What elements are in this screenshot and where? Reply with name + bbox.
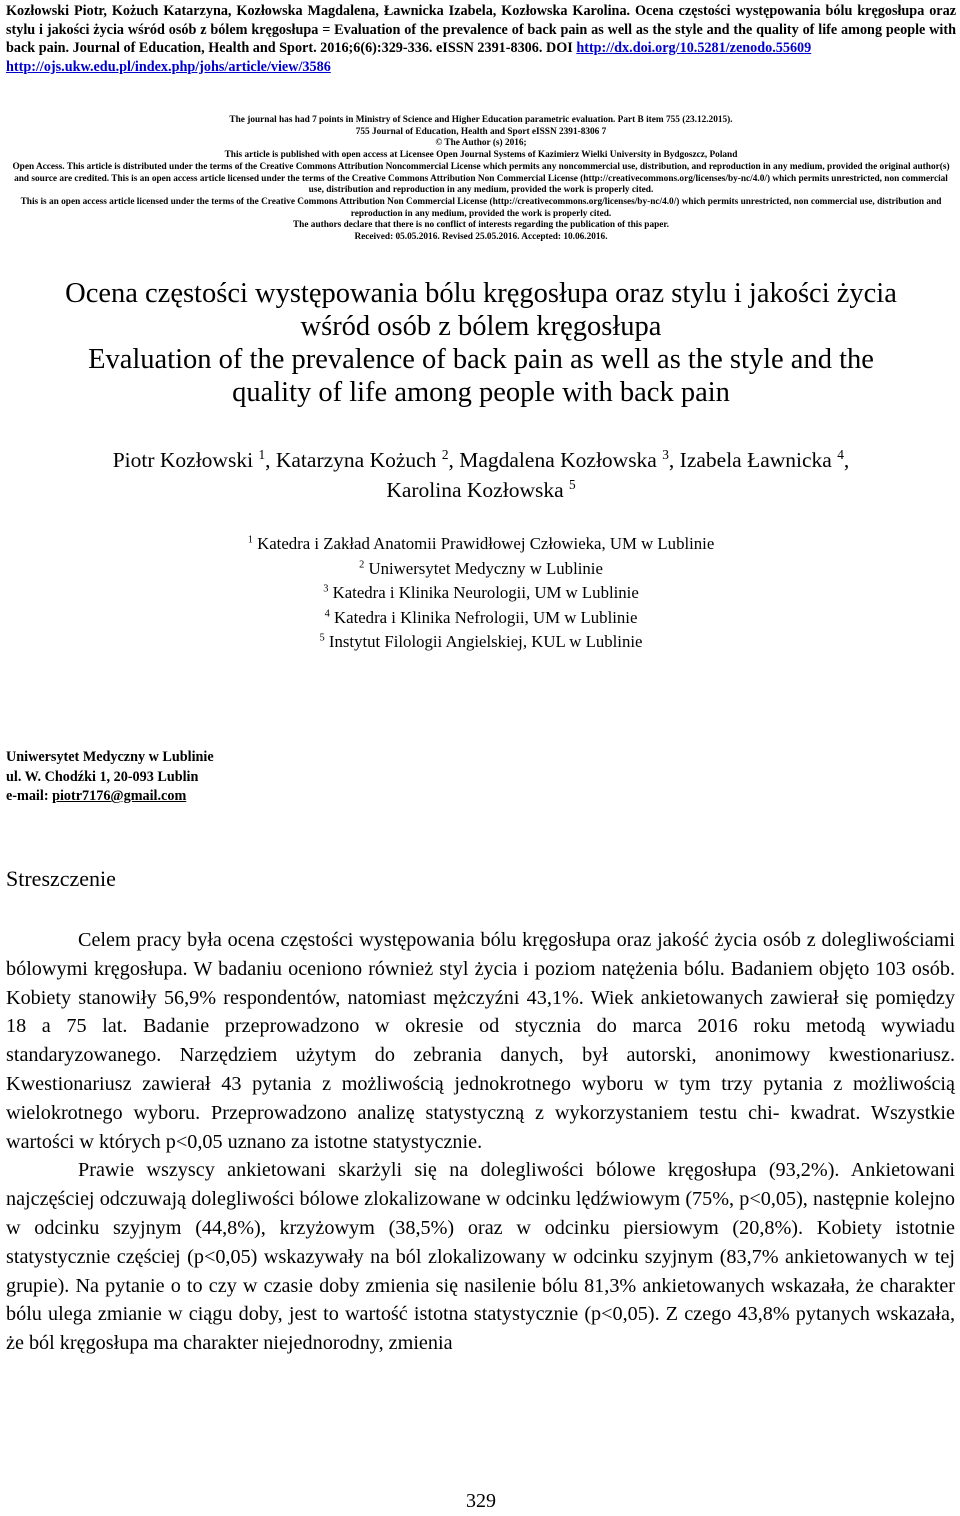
author-affiliation-mark: 5 [569,476,576,492]
author-separator: , [843,448,850,472]
author-affiliation-mark: 1 [258,446,266,462]
citation-block [6,2,956,76]
citation-text: Kozłowski Piotr, Kożuch Katarzyna, Kozłowska Magdalena, Ławnicka Izabela, Kozłowska Karolina. Ocena częstości występowania bólu kręgosłupa oraz stylu i jakości życia wśród osób z bólem kręgosłupa = Evaluation of the prevalence of back pain as well as the style and the quality of life among people with back pain. Journal of Education, Health and Sport. 2016;6(6):329-336. eISSN 2391-8306. DOI [6,3,956,56]
affiliation-item [6,532,956,557]
journal-notes [6,115,956,244]
abstract-paragraph-1: Celem pracy była ocena częstości występowania bólu kręgosłupa oraz jakość życia osób z dolegliwościami bólowymi kręgosłupa. W badaniu oceniono również styl życia i poziom natężenia bólu. Badaniem objęto 103 osób. Kobiety stanowiły 56,9% respondentów, natomiast mężczyźni 43,1%. Wiek ankietowanych zawierał się pomiędzy 18 a 75 lat. Badanie przeprowadzono w okresie od stycznia do marca 2016 roku metodą wywiadu standaryzowanego. Narzędziem użytym do zebrania danych, był autorski, anonimowy kwestionariusz. Kwestionariusz zawierał 43 pytania z możliwością jednokrotnego wyboru w tym trzy pytania z możliwością wielokrotnego wyboru. Przeprowadzono analizę statystyczną z wykorzystaniem testu chi- kwadrat. Wszystkie wartości w których p<0,05 uznano za istotne statystycznie. [6,929,955,1153]
email-link[interactable]: piotr7176@gmail.com [52,788,187,804]
affiliation-item [6,606,956,631]
note-journal-issn: 755 Journal of Education, Health and Sport eISSN 2391-8306 7 [355,126,607,137]
author-name: Magdalena Kozłowska [459,448,657,472]
title-english-line-2: quality of life among people with back pain [232,377,730,408]
note-conflict: The authors declare that there is no conflict of interests regarding the publication of this paper. [292,220,669,231]
journal-article-link[interactable]: http://ojs.ukw.edu.pl/index.php/johs/article/view/3586 [6,58,331,75]
abstract-paragraph-2: Prawie wszyscy ankietowani skarżyli się na dolegliwości bólowe kręgosłupa (93,2%). Ankietowani najczęściej odczuwają dolegliwości bólowe zlokalizowane w odcinku lędźwiowym (75%, p<0,05), następnie kolejno w odcinku szyjnym (44,8%), krzyżowym (38,5%) oraz w odcinku piersiowym (20,8%). Kobiety istotnie statystycznie częściej (p<0,05) wskazywały na ból zlokalizowany w odcinku szyjnym (83,7% ankietowanych w tej grupie). Na pytanie o to czy w czasie doby zmienia się nasilenie bólu 81,3% ankietowanych wskazała, że charakter bólu ulega zmianie w ciągu doby, jest to wartość istotna statystycznie (p<0,05). Z czego 43,8% pytanych wskazała, że ból kręgosłupa ma charakter niejednorodny, zmienia [6,1159,955,1355]
author-list [6,445,956,505]
affiliation-text: Instytut Filologii Angielskiej, KUL w Lublinie [328,632,643,651]
affiliation-item [6,557,956,582]
author-separator: , [448,448,460,472]
author-affiliation-mark: 4 [837,446,844,462]
title-polish-line-1: Ocena częstości występowania bólu kręgosłupa oraz stylu i jakości życia [65,278,897,309]
author-name: Izabela Ławnicka [679,448,832,472]
affiliation-text: Katedra i Zakład Anatomii Prawidłowej Człowieka, UM w Lublinie [257,534,715,553]
title-polish-line-2: wśród osób z bólem kręgosłupa [300,311,662,342]
affiliation-number: 2 [359,558,365,570]
affiliation-number: 3 [323,583,329,595]
correspondence-block [6,748,214,807]
author-name: Karolina Kozłowska [386,478,564,502]
affiliation-number: 5 [319,632,325,644]
author-name: Katarzyna Kożuch [275,448,437,472]
affiliation-item [6,630,956,655]
note-copyright: © The Author (s) 2016; [435,138,527,149]
paper-title [6,277,956,409]
affiliation-list [6,532,956,655]
author-affiliation-mark: 2 [441,446,449,462]
section-heading-abstract: Streszczenie [6,866,116,891]
author-name: Piotr Kozłowski [112,448,254,472]
affiliation-item [6,581,956,606]
affiliation-text: Katedra i Klinika Neurologii, UM w Lublinie [332,583,639,602]
title-english-line-1: Evaluation of the prevalence of back pain as well as the style and the [88,344,874,375]
affiliation-number: 4 [324,607,330,619]
note-license-1: Open Access. This article is distributed under the terms of the Creative Commons Attribution Noncommercial License which permits any noncommercial use, distribution, and reproduction in any medium, provided the original author(s) and source are credited. This is an open access article licensed under the terms of the Creative Commons Attribution Non Commercial License (http://creativecommons.org/licenses/by-nc/4.0/) which permits unrestricted, non commercial use, distribution and reproduction in any medium, provided the work is properly cited. [12,161,950,196]
affiliation-number: 1 [247,534,253,546]
page-number: 329 [466,1490,496,1512]
affiliation-text: Uniwersytet Medyczny w Lublinie [368,558,603,578]
note-dates: Received: 05.05.2016. Revised 25.05.2016. Accepted: 10.06.2016. [354,232,608,243]
abstract-body [6,926,955,1358]
contact-address: ul. W. Chodźki 1, 20-093 Lublin [6,768,199,785]
author-separator: , [265,448,276,472]
note-license-2: This is an open access article licensed under the terms of the Creative Commons Attribution Non Commercial License (http://creativecommons.org/licenses/by-nc/4.0/) which permits unrestricted, non commercial use, distribution and reproduction in any medium, provided the work is properly cited. [20,196,942,219]
note-points: The journal has had 7 points in Ministry of Science and Higher Education parametric evaluation. Part B item 755 (23.12.2015). [229,115,733,125]
contact-institution: Uniwersytet Medyczny w Lublinie [6,749,214,765]
author-affiliation-mark: 3 [662,446,669,462]
author-separator: , [668,448,680,472]
note-open-access-publisher: This article is published with open access at Licensee Open Journal Systems of Kazimierz Wielki University in Bydgoszcz, Poland [224,150,738,161]
email-label: e-mail: [6,788,53,804]
affiliation-text: Katedra i Klinika Nefrologii, UM w Lublinie [334,607,638,627]
doi-link[interactable]: http://dx.doi.org/10.5281/zenodo.55609 [576,40,812,56]
